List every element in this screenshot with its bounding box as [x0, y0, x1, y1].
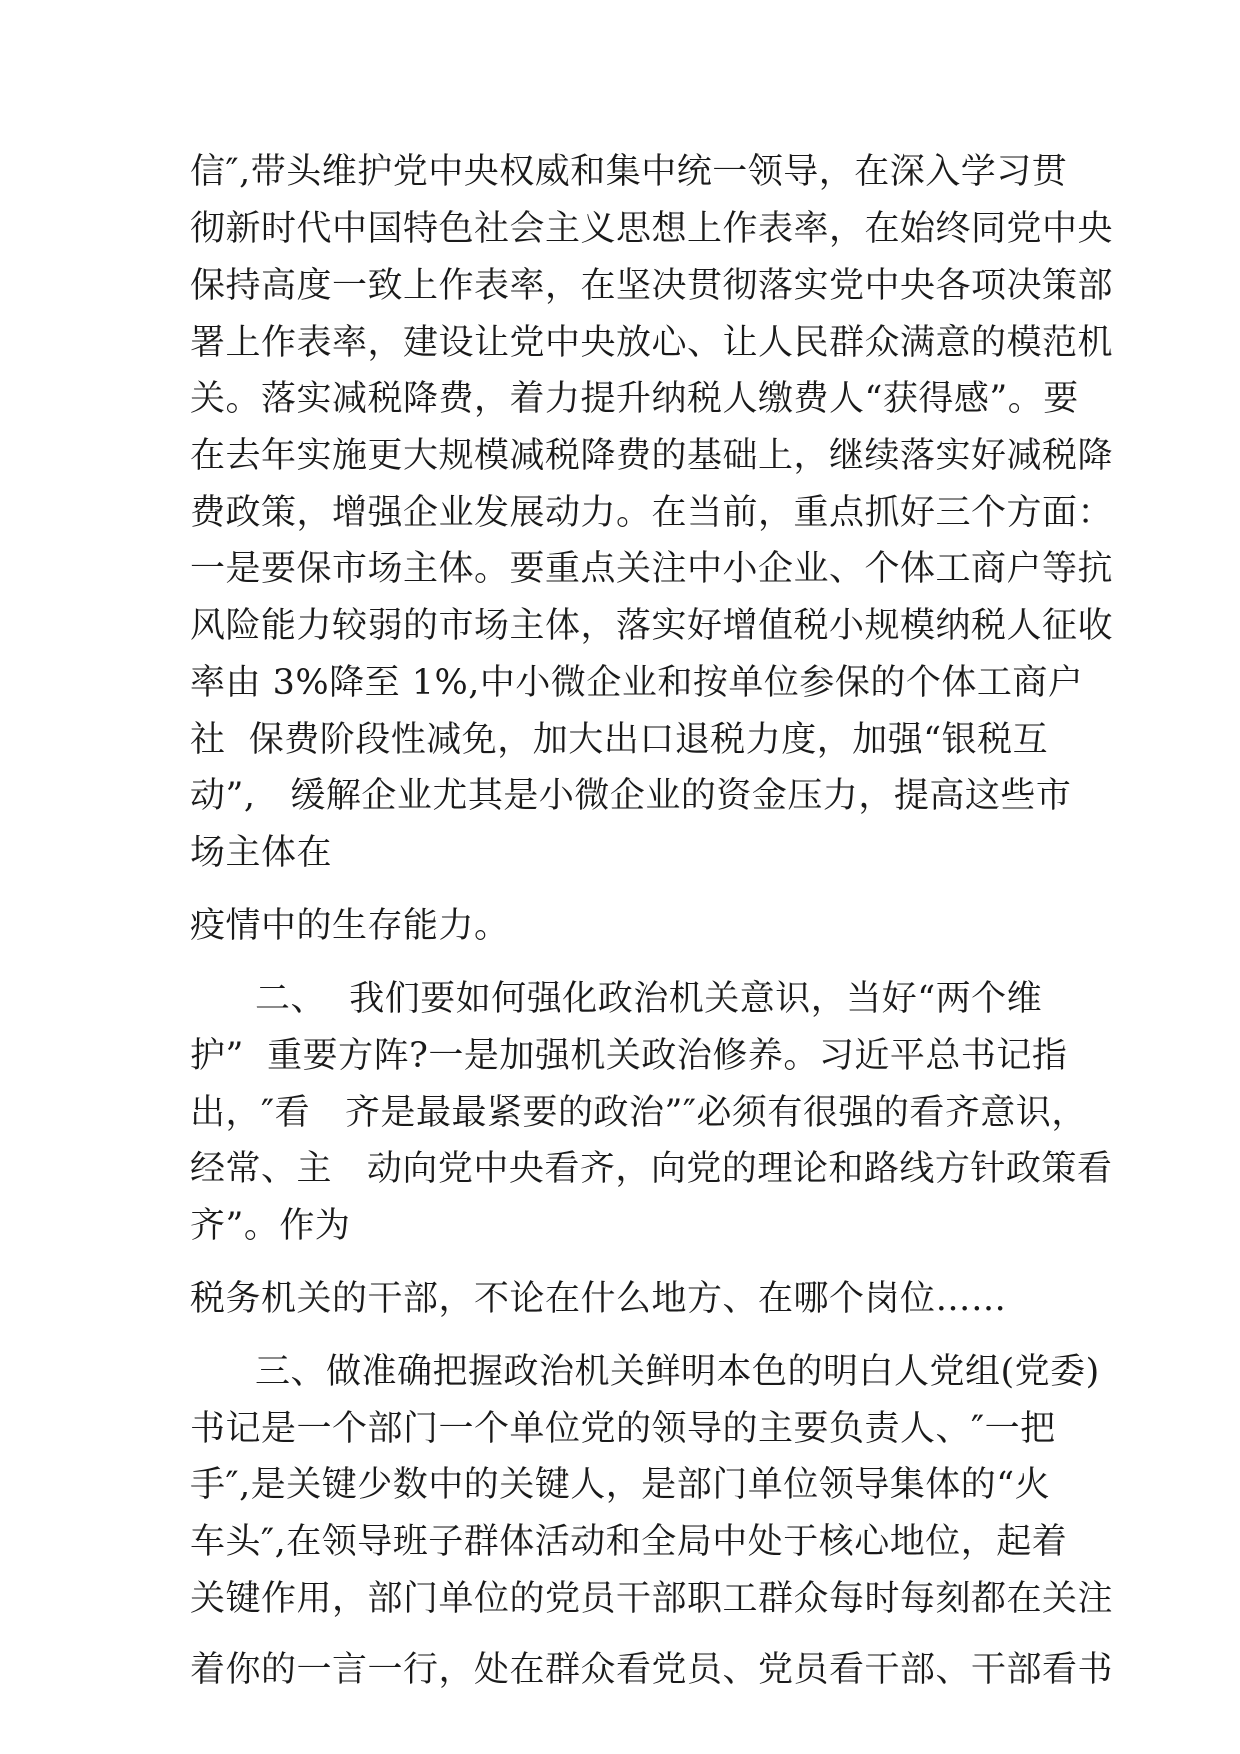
section-heading: 三、做准确把握政治机关鲜明本色的明白人党组(党委) [255, 1352, 1100, 1392]
text-line: 信″,带头维护党中央权威和集中统一领导，在深入学习贯 [190, 152, 1068, 192]
text-line: 疫情中的生存能力。 [190, 906, 510, 946]
text-line: 一是要保市场主体。要重点关注中小企业、个体工商户等抗 [190, 549, 1114, 589]
text-line: 书记是一个部门一个单位党的领导的主要负责人、″一把 [190, 1409, 1056, 1449]
text-line: 保持高度一致上作表率，在坚决贯彻落实党中央各项决策部 [190, 266, 1114, 306]
text-line: 手″,是关键少数中的关键人，是部门单位领导集体的“火 [190, 1465, 1051, 1505]
text-line: 彻新时代中国特色社会主义思想上作表率，在始终同党中央 [190, 209, 1114, 249]
text-line: 经常、主 动向党中央看齐，向党的理论和路线方针政策看 [190, 1149, 1113, 1189]
text-line: 车头″,在领导班子群体活动和全局中处于核心地位，起着 [190, 1522, 1068, 1562]
text-line: 费政策，增强企业发展动力。在当前，重点抓好三个方面： [190, 493, 1114, 533]
text-line: 着你的一言一行，处在群众看党员、党员看干部、干部看书 [190, 1650, 1114, 1690]
text-line: 出，″看 齐是最最紧要的政治”″必须有很强的看齐意识， [190, 1093, 1087, 1133]
text-line: 场主体在 [190, 833, 333, 873]
text-line: 关。落实减税降费，着力提升纳税人缴费人“获得感”。要 [190, 379, 1079, 419]
text-line: 税务机关的干部，不论在什么地方、在哪个岗位…… [190, 1279, 1007, 1319]
section-heading: 二、 我们要如何强化政治机关意识，当好“两个维 [255, 979, 1043, 1019]
text-line: 护” 重要方阵?一是加强机关政治修养。习近平总书记指 [190, 1036, 1068, 1076]
text-line: 关键作用，部门单位的党员干部职工群众每时每刻都在关注 [190, 1579, 1114, 1619]
text-line: 在去年实施更大规模减税降费的基础上，继续落实好减税降 [190, 436, 1114, 476]
text-line: 齐”。作为 [190, 1206, 351, 1246]
text-line: 动”, 缓解企业尤其是小微企业的资金压力，提高这些市 [190, 776, 1072, 816]
text-line: 率由 3%降至 1%,中小微企业和按单位参保的个体工商户 [190, 663, 1084, 703]
text-line: 署上作表率，建设让党中央放心、让人民群众满意的模范机 [190, 323, 1114, 363]
text-line: 风险能力较弱的市场主体，落实好增值税小规模纳税人征收 [190, 606, 1114, 646]
text-line: 社 保费阶段性减免，加大出口退税力度，加强“银税互 [190, 720, 1049, 760]
